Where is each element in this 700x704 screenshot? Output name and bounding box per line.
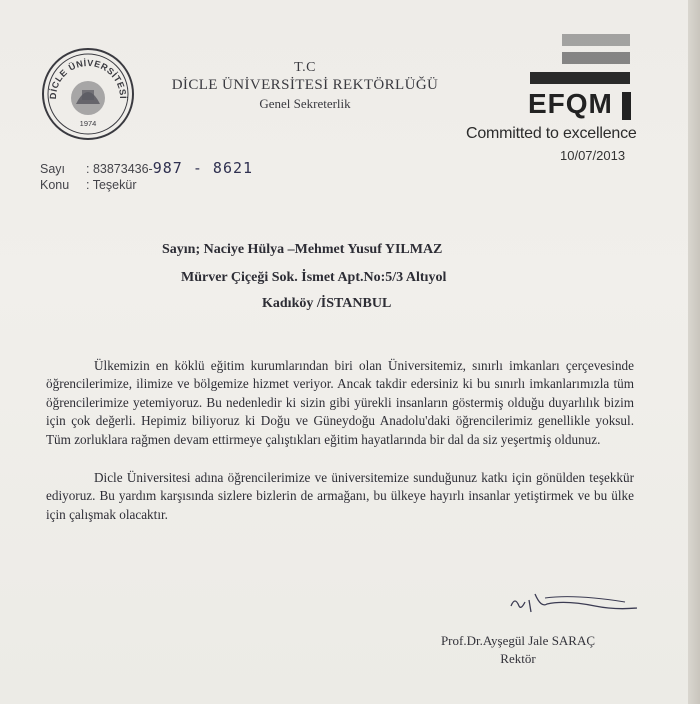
signatory-title: Rektör bbox=[500, 651, 536, 666]
header-department: Genel Sekreterlik bbox=[259, 96, 351, 111]
letter-body bbox=[46, 357, 634, 524]
konu-label: Konu bbox=[40, 178, 70, 192]
recipient-name: Sayın; Naciye Hülya –Mehmet Yusuf YILMAZ bbox=[162, 242, 443, 257]
body-paragraph-1: Ülkemizin en köklü eğitim kurumlarından biri olan Üniversitemiz, sınırlı imkanları çerçevesinde öğrencilerimize, ilimize ve bölgemize hizmet veriyor. Ancak takdir edersiniz ki bu sınırlı imkanlarımızla tüm öğrencilerimize yetemiyoruz. Bu nedenledir ki sizin gibi yürekli insanların göstermiş olduğu duyarlılık bizim için çok değerli. Hepimiz biliyoruz ki Doğu ve Güneydoğu Anadolu'daki öğrencilerimiz genellikle yoksul. Tüm zorluklara rağmen devam ettirmeye çalıştıkları eğitim hayatlarında bir dal da siz yeşertmiş oldunuz. bbox=[46, 358, 634, 447]
recipient-address: Mürver Çiçeği Sok. İsmet Apt.No:5/3 Altıyol bbox=[181, 270, 447, 285]
header-tc: T.C bbox=[294, 60, 316, 75]
efqm-tagline: Committed to excellence bbox=[466, 125, 637, 142]
efqm-bar-icon bbox=[562, 52, 630, 64]
efqm-logo bbox=[462, 30, 682, 170]
sayi-label: Sayı bbox=[40, 162, 66, 176]
konu-value: : Teşekür bbox=[86, 178, 137, 192]
sayi-handwritten: 987 - 8621 bbox=[152, 159, 254, 177]
handwritten-signature-icon bbox=[505, 584, 645, 624]
efqm-bar-icon bbox=[562, 34, 630, 46]
seal-year: 1974 bbox=[79, 119, 97, 128]
efqm-bar-icon bbox=[622, 92, 631, 120]
konu-row bbox=[40, 178, 253, 197]
letter-date: 10/07/2013 bbox=[560, 148, 626, 163]
paper-edge bbox=[688, 0, 700, 704]
body-paragraph-2: Dicle Üniversitesi adına öğrencilerimize ve üniversitemize sunduğunuz katkı için gönülden teşekkür ediyoruz. Bu yardım karşısında sizlere bizlerin de armağanı, bu ülkeye hayırlı insanlar yetiştirmek ve bu ülke için çalışmak olacaktır. bbox=[46, 470, 634, 522]
seal-text: DİCLE ÜNİVERSİTESİ bbox=[47, 57, 129, 100]
sayi-row bbox=[40, 159, 253, 178]
signatory bbox=[408, 633, 628, 667]
header-university: DİCLE ÜNİVERSİTESİ REKTÖRLÜĞÜ bbox=[171, 77, 439, 93]
signatory-name: Prof.Dr.Ayşegül Jale SARAÇ bbox=[440, 633, 596, 648]
efqm-logo-text: EFQM bbox=[528, 88, 613, 119]
recipient-city: Kadıköy /İSTANBUL bbox=[262, 296, 392, 311]
letter-meta bbox=[40, 159, 253, 197]
university-seal-icon bbox=[40, 46, 136, 142]
efqm-bar-icon bbox=[530, 72, 630, 84]
sayi-value: : 83873436- bbox=[86, 162, 153, 176]
letterhead bbox=[155, 60, 455, 112]
